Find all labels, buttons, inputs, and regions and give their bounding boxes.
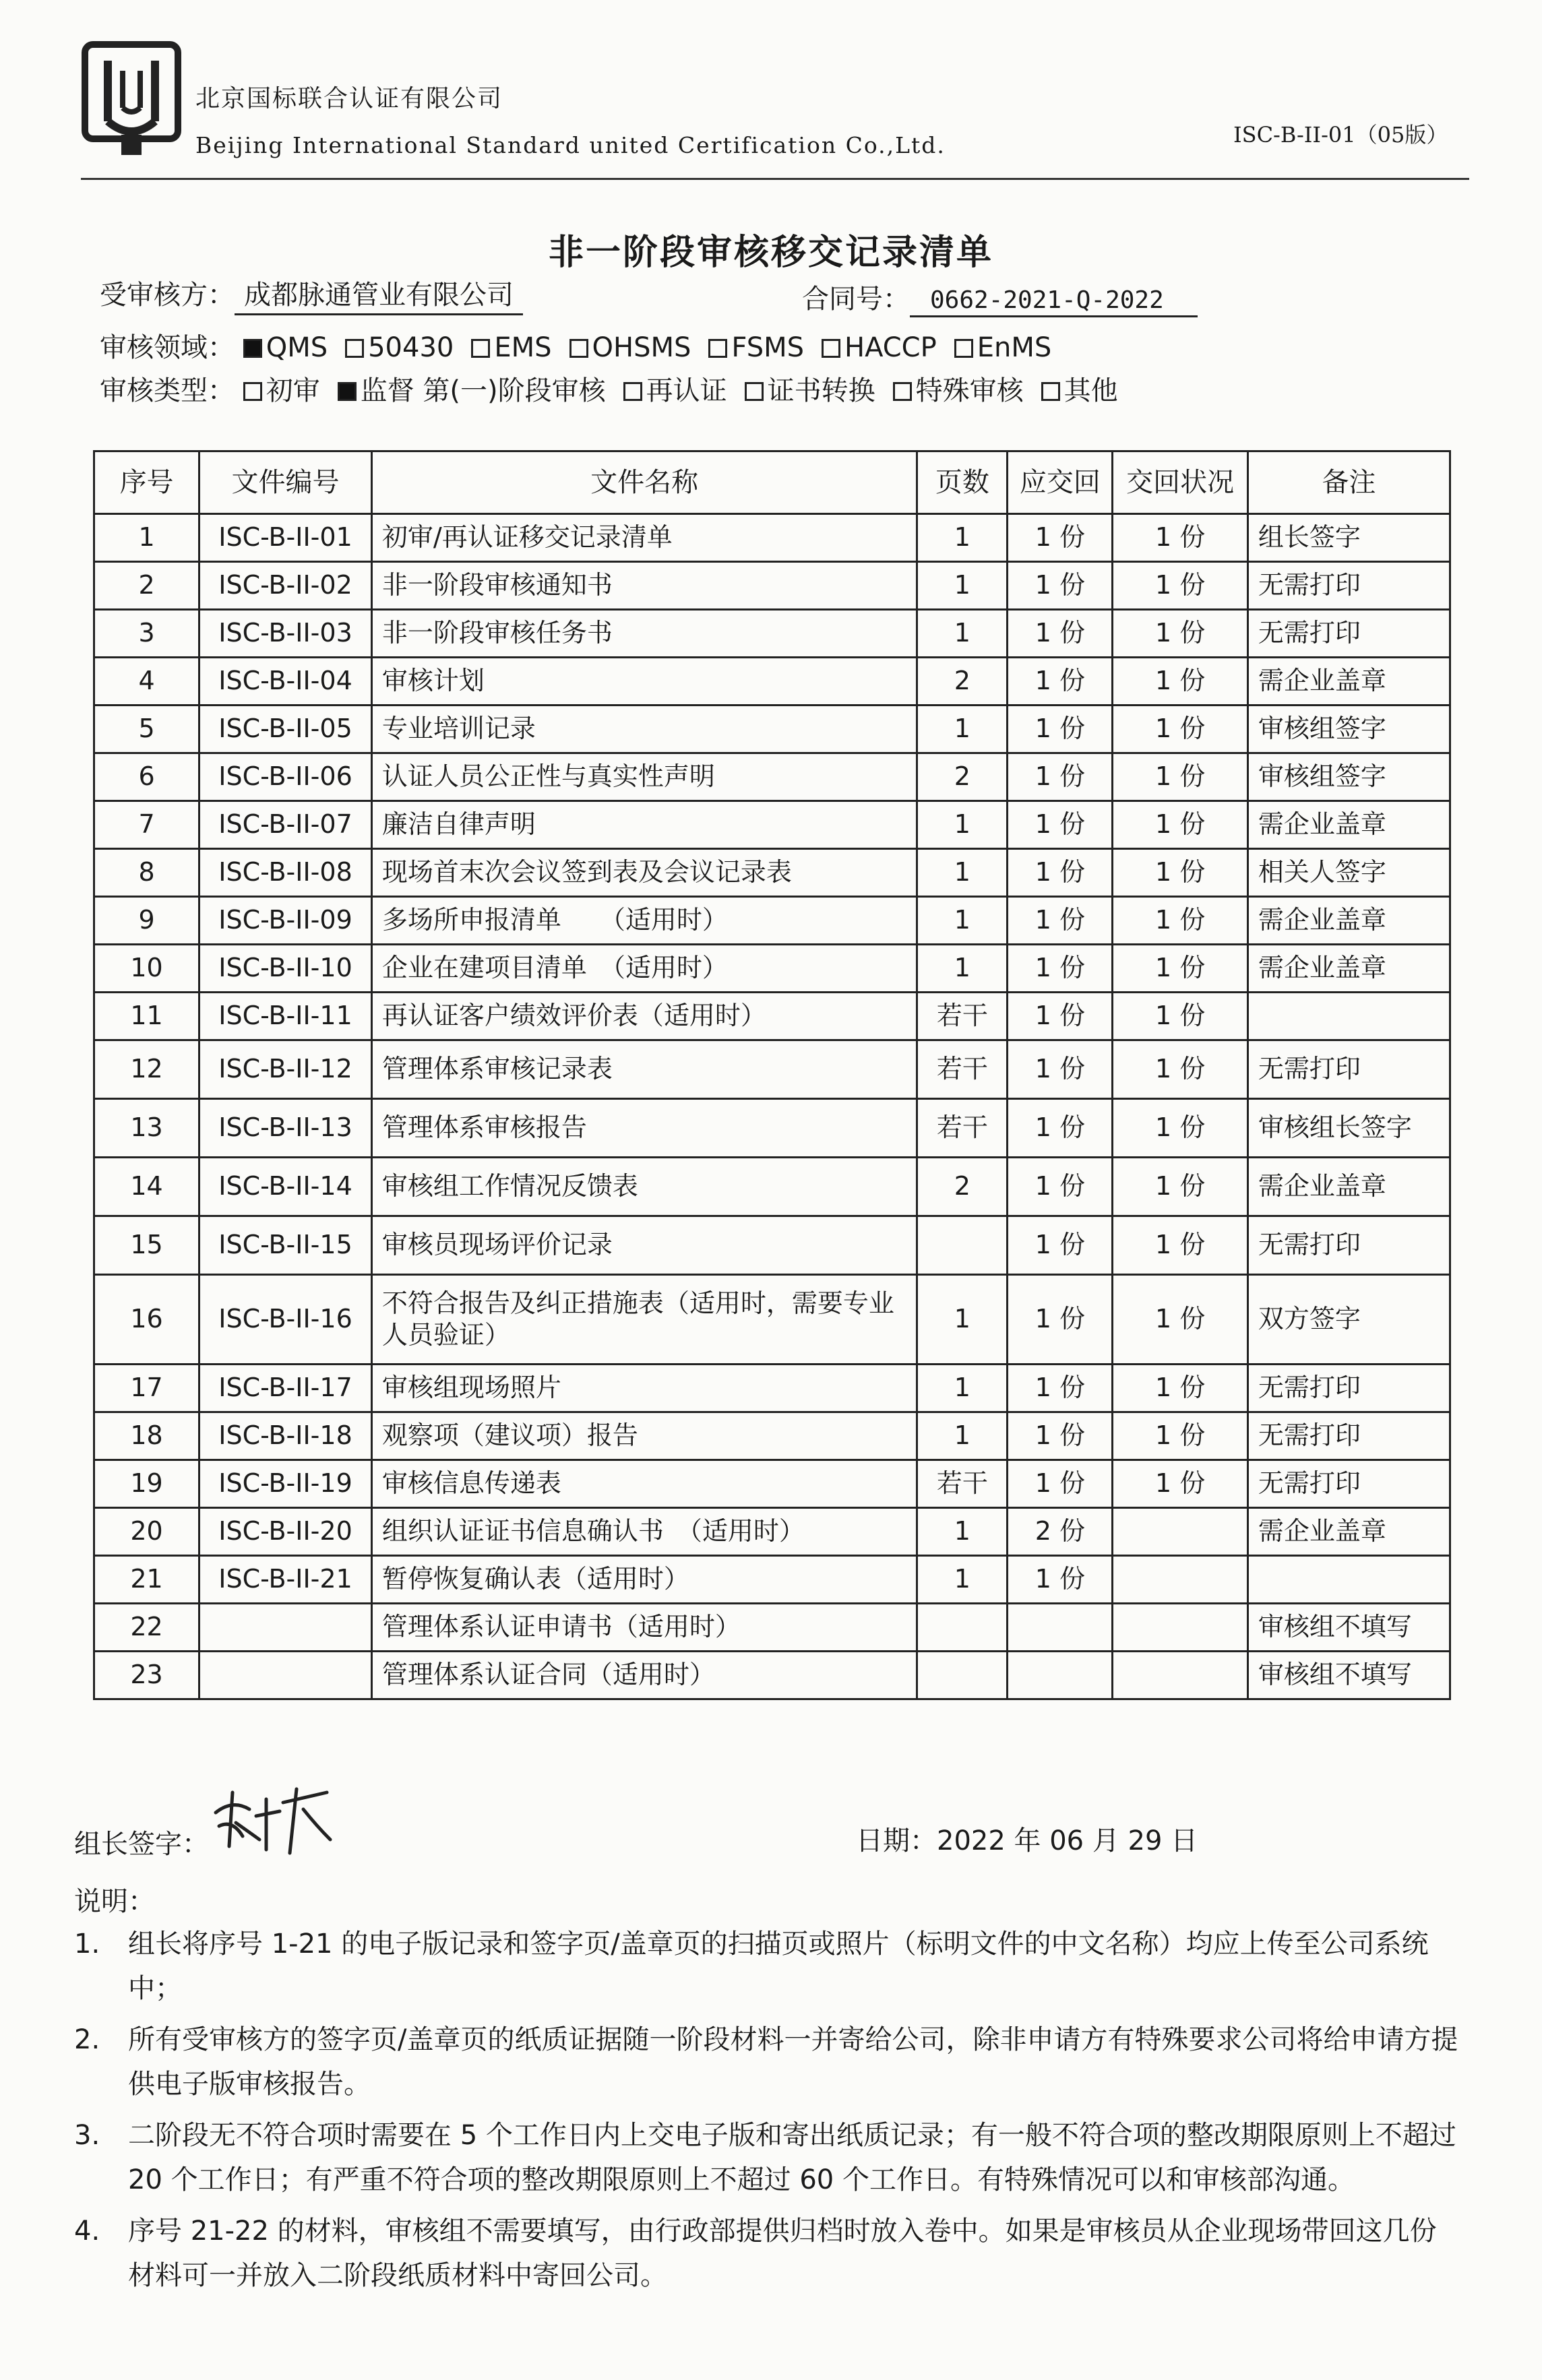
cell-note: 需企业盖章 [1247,1508,1450,1556]
table-row [94,658,1450,706]
cell-file-name: 认证人员公正性与真实性声明 [371,753,917,801]
cell-seq: 3 [94,610,199,658]
table-row [94,1412,1450,1460]
audit-type-row [100,369,1136,408]
cell-seq: 20 [94,1508,199,1556]
cell-returned: 1 份 [1113,1216,1247,1275]
contract-value: 0662-2021-Q-2022 [910,286,1198,317]
audit-type-option [745,369,875,408]
cell-file-name: 组织认证证书信息确认书 （适用时） [371,1508,917,1556]
table-row [94,1216,1450,1275]
cell-due: 1 份 [1008,1365,1113,1412]
company-name-en: Beijing International Standard united Certification Co.,Ltd. [195,132,946,158]
checkbox-icon [708,339,727,358]
note-item [74,2209,1462,2298]
audit-type-option-label: 再认证 [646,375,727,406]
cell-file-name: 审核组工作情况反馈表 [371,1158,917,1216]
cell-file-name: 审核组现场照片 [371,1365,917,1412]
cell-pages: 1 [917,1556,1008,1604]
cell-pages: 1 [917,849,1008,897]
cell-due: 1 份 [1008,1275,1113,1365]
checkbox-icon [893,382,912,401]
cell-file-name: 管理体系审核报告 [371,1099,917,1158]
audit-type-option-label: 其他 [1063,375,1118,406]
table-row [94,1040,1450,1099]
cell-file-code: ISC-B-II-21 [199,1556,372,1604]
cell-returned: 1 份 [1113,658,1247,706]
cell-file-name: 管理体系认证申请书（适用时） [371,1604,917,1652]
audit-field-option [345,332,454,363]
audit-field-options [243,332,1070,363]
cell-seq: 22 [94,1604,199,1652]
auditee-label: 受审核方： [100,280,235,311]
table-row [94,945,1450,993]
cell-file-code: ISC-B-II-20 [199,1508,372,1556]
checkbox-icon [822,339,840,358]
cell-returned: 1 份 [1113,945,1247,993]
table-row [94,993,1450,1040]
cell-due: 2 份 [1008,1508,1113,1556]
cell-due: 1 份 [1008,945,1113,993]
document-title: 非一阶段审核移交记录清单 [548,232,993,273]
audit-type-options [243,375,1136,406]
column-header: 序号 [94,451,199,514]
table-row [94,897,1450,945]
cell-note: 无需打印 [1247,1216,1450,1275]
cell-due: 1 份 [1008,1216,1113,1275]
cell-due: 1 份 [1008,1099,1113,1158]
company-logo [81,40,182,162]
cell-file-code: ISC-B-II-01 [199,514,372,562]
leader-signature-label: 组长签字： [74,1829,209,1860]
cell-pages: 1 [917,562,1008,610]
cell-seq: 9 [94,897,199,945]
audit-field-option [822,332,937,363]
cell-note: 无需打印 [1247,1365,1450,1412]
cell-seq: 7 [94,801,199,849]
cell-due: 1 份 [1008,658,1113,706]
cell-note: 无需打印 [1247,1040,1450,1099]
cell-seq: 15 [94,1216,199,1275]
table-row [94,706,1450,753]
cell-pages: 1 [917,897,1008,945]
cell-note: 审核组签字 [1247,706,1450,753]
cell-seq: 6 [94,753,199,801]
audit-field-option [243,332,328,363]
cell-file-code: ISC-B-II-04 [199,658,372,706]
note-item [74,1922,1462,2011]
cell-pages [917,1652,1008,1699]
cell-file-code: ISC-B-II-05 [199,706,372,753]
cell-file-code: ISC-B-II-06 [199,753,372,801]
cell-returned [1113,1508,1247,1556]
cell-seq: 10 [94,945,199,993]
cell-returned: 1 份 [1113,562,1247,610]
table-row [94,514,1450,562]
audit-field-option [708,332,804,363]
cell-note: 无需打印 [1247,1460,1450,1508]
audit-field-option-label: QMS [266,332,328,363]
cell-returned: 1 份 [1113,753,1247,801]
audit-field-option-label: OHSMS [592,332,691,363]
cell-returned: 1 份 [1113,706,1247,753]
audit-field-option-label: FSMS [731,332,805,363]
checkbox-icon [745,382,764,401]
cell-due: 1 份 [1008,753,1113,801]
cell-seq: 21 [94,1556,199,1604]
auditee-value: 成都脉通管业有限公司 [235,274,523,315]
cell-returned: 1 份 [1113,1275,1247,1365]
checkbox-icon [243,382,262,401]
cell-returned: 1 份 [1113,1460,1247,1508]
audit-type-option-label: 初审 [266,375,320,406]
cell-file-name: 审核员现场评价记录 [371,1216,917,1275]
checkbox-icon [243,339,262,358]
cell-note: 需企业盖章 [1247,945,1450,993]
cell-pages: 1 [917,706,1008,753]
table-row [94,801,1450,849]
cell-pages: 2 [917,658,1008,706]
cell-pages: 1 [917,945,1008,993]
table-row [94,1158,1450,1216]
cell-note: 组长签字 [1247,514,1450,562]
cell-seq: 11 [94,993,199,1040]
cell-note: 无需打印 [1247,610,1450,658]
checkbox-icon [623,382,642,401]
table-row [94,610,1450,658]
table-body [94,514,1450,1699]
column-header: 应交回 [1008,451,1113,514]
cell-returned [1113,1556,1247,1604]
auditee-row [100,274,523,315]
cell-returned: 1 份 [1113,1040,1247,1099]
cell-note [1247,993,1450,1040]
cell-file-name: 再认证客户绩效评价表（适用时） [371,993,917,1040]
audit-field-option-label: EMS [494,332,552,363]
cell-file-name: 廉洁自律声明 [371,801,917,849]
checkbox-icon [345,339,364,358]
cell-due: 1 份 [1008,610,1113,658]
cell-file-name: 企业在建项目清单 （适用时） [371,945,917,993]
note-item [74,2113,1462,2202]
cell-returned: 1 份 [1113,514,1247,562]
cell-due: 1 份 [1008,1158,1113,1216]
cell-seq: 23 [94,1652,199,1699]
cell-pages [917,1604,1008,1652]
cell-returned: 1 份 [1113,1099,1247,1158]
audit-type-option [1041,369,1118,408]
cell-due [1008,1604,1113,1652]
cell-file-code: ISC-B-II-17 [199,1365,372,1412]
cell-returned: 1 份 [1113,801,1247,849]
cell-file-name: 审核信息传递表 [371,1460,917,1508]
cell-file-name: 多场所申报清单 （适用时） [371,897,917,945]
column-header: 备注 [1247,451,1450,514]
cell-pages: 2 [917,753,1008,801]
cell-file-name: 非一阶段审核任务书 [371,610,917,658]
cell-pages: 若干 [917,1460,1008,1508]
cell-returned: 1 份 [1113,1158,1247,1216]
contract-label: 合同号： [802,284,910,315]
cell-due: 1 份 [1008,993,1113,1040]
cell-file-code: ISC-B-II-18 [199,1412,372,1460]
cell-seq: 19 [94,1460,199,1508]
cell-file-code: ISC-B-II-03 [199,610,372,658]
table-row [94,1099,1450,1158]
column-header: 文件名称 [371,451,917,514]
cell-pages: 若干 [917,993,1008,1040]
audit-field-option-label: EnMS [977,332,1052,363]
cell-pages: 1 [917,1508,1008,1556]
table-row [94,1460,1450,1508]
cell-file-code: ISC-B-II-11 [199,993,372,1040]
cell-returned: 1 份 [1113,610,1247,658]
note-number: 4. [74,2216,100,2247]
cell-note: 相关人签字 [1247,849,1450,897]
cell-file-name: 现场首末次会议签到表及会议记录表 [371,849,917,897]
cell-file-name: 非一阶段审核通知书 [371,562,917,610]
cell-due: 1 份 [1008,706,1113,753]
column-header: 交回状况 [1113,451,1247,514]
table-row [94,562,1450,610]
notes-title: 说明： [74,1886,155,1917]
cell-due: 1 份 [1008,1040,1113,1099]
table-row [94,753,1450,801]
cell-pages: 若干 [917,1040,1008,1099]
cell-returned: 1 份 [1113,1412,1247,1460]
cell-file-code: ISC-B-II-08 [199,849,372,897]
cell-file-name: 管理体系审核记录表 [371,1040,917,1099]
cell-due: 1 份 [1008,1460,1113,1508]
cell-file-name: 不符合报告及纠正措施表（适用时，需要专业人员验证） [371,1275,917,1365]
audit-type-option [243,369,320,408]
cell-note: 无需打印 [1247,562,1450,610]
header-divider [81,178,1469,180]
cell-returned: 1 份 [1113,849,1247,897]
notes-list [74,1922,1462,2305]
cell-file-code: ISC-B-II-16 [199,1275,372,1365]
cell-due: 1 份 [1008,514,1113,562]
cell-due: 1 份 [1008,897,1113,945]
table-row [94,1604,1450,1652]
cell-seq: 17 [94,1365,199,1412]
cell-file-name: 管理体系认证合同（适用时） [371,1652,917,1699]
audit-type-option-label: 监督 第(一)阶段审核 [360,375,606,406]
cell-file-code: ISC-B-II-07 [199,801,372,849]
cell-seq: 14 [94,1158,199,1216]
cell-note: 需企业盖章 [1247,801,1450,849]
cell-file-code: ISC-B-II-13 [199,1099,372,1158]
cell-file-code: ISC-B-II-09 [199,897,372,945]
note-number: 1. [74,1929,100,1960]
signature-date: 日期：2022 年 06 月 29 日 [856,1825,1198,1856]
audit-field-label: 审核领域： [100,332,235,363]
note-number: 3. [74,2120,100,2151]
cell-due: 1 份 [1008,801,1113,849]
audit-field-option-label: HACCP [844,332,937,363]
note-text: 序号 21-22 的材料，审核组不需要填写，由行政部提供归档时放入卷中。如果是审核员从企业现场带回这几份材料可一并放入二阶段纸质材料中寄回公司。 [128,2216,1437,2291]
cell-pages: 1 [917,1412,1008,1460]
cell-note: 需企业盖章 [1247,1158,1450,1216]
audit-field-option-label: 50430 [368,332,454,363]
form-code: ISC-B-II-01（05版） [1233,122,1448,148]
cell-file-code: ISC-B-II-12 [199,1040,372,1099]
checkbox-icon [954,339,973,358]
cell-file-code [199,1652,372,1699]
table-row [94,1275,1450,1365]
company-name-cn: 北京国标联合认证有限公司 [195,85,503,113]
checkbox-icon [569,339,588,358]
cell-seq: 1 [94,514,199,562]
contract-row [802,278,1198,317]
note-text: 二阶段无不符合项时需要在 5 个工作日内上交电子版和寄出纸质记录；有一般不符合项的整改期限原则上不超过 20 个工作日；有严重不符合项的整改期限原则上不超过 60 个工作日。有特殊情况可以和审核部沟通。 [128,2120,1456,2195]
cell-pages: 1 [917,610,1008,658]
cell-note: 双方签字 [1247,1275,1450,1365]
cell-due [1008,1652,1113,1699]
cell-pages: 1 [917,1365,1008,1412]
cell-note: 无需打印 [1247,1412,1450,1460]
cell-file-code: ISC-B-II-19 [199,1460,372,1508]
cell-pages: 1 [917,1275,1008,1365]
cell-seq: 8 [94,849,199,897]
cell-pages [917,1216,1008,1275]
table-row [94,849,1450,897]
cell-note: 审核组长签字 [1247,1099,1450,1158]
transfer-record-table [93,450,1451,1700]
audit-type-option-label: 证书转换 [767,375,875,406]
cell-returned: 1 份 [1113,897,1247,945]
cell-pages: 若干 [917,1099,1008,1158]
cell-file-code: ISC-B-II-15 [199,1216,372,1275]
audit-type-option [623,369,727,408]
cell-returned [1113,1652,1247,1699]
audit-field-option [569,332,691,363]
cell-due: 1 份 [1008,1412,1113,1460]
checkbox-icon [1041,382,1060,401]
table-row [94,1508,1450,1556]
cell-file-code: ISC-B-II-10 [199,945,372,993]
cell-file-name: 观察项（建议项）报告 [371,1412,917,1460]
cell-file-code: ISC-B-II-02 [199,562,372,610]
checkbox-icon [471,339,490,358]
note-item [74,2017,1462,2106]
cell-note: 需企业盖章 [1247,897,1450,945]
cell-file-name: 专业培训记录 [371,706,917,753]
table-header-row [94,451,1450,514]
audit-field-option [954,332,1052,363]
audit-type-label: 审核类型： [100,375,235,406]
cell-note [1247,1556,1450,1604]
checkbox-icon [338,382,357,401]
cell-file-code: ISC-B-II-14 [199,1158,372,1216]
audit-type-option-label: 特殊审核 [915,375,1024,406]
cell-note: 审核组签字 [1247,753,1450,801]
cell-seq: 16 [94,1275,199,1365]
cell-due: 1 份 [1008,1556,1113,1604]
cell-note: 审核组不填写 [1247,1604,1450,1652]
cell-returned: 1 份 [1113,993,1247,1040]
cell-due: 1 份 [1008,562,1113,610]
cell-returned [1113,1604,1247,1652]
cell-pages: 1 [917,801,1008,849]
cell-file-code [199,1604,372,1652]
cell-seq: 13 [94,1099,199,1158]
cell-note: 审核组不填写 [1247,1652,1450,1699]
column-header: 文件编号 [199,451,372,514]
cell-pages: 1 [917,514,1008,562]
column-header: 页数 [917,451,1008,514]
cell-seq: 2 [94,562,199,610]
note-number: 2. [74,2024,100,2055]
handwritten-signature [202,1772,337,1860]
table-row [94,1556,1450,1604]
audit-type-option [893,369,1024,408]
cell-seq: 18 [94,1412,199,1460]
note-text: 组长将序号 1-21 的电子版记录和签字页/盖章页的扫描页或照片（标明文件的中文名称）均应上传至公司系统中； [128,1929,1429,2004]
cell-returned: 1 份 [1113,1365,1247,1412]
audit-type-option [338,369,606,408]
table-row [94,1365,1450,1412]
cell-seq: 4 [94,658,199,706]
cell-due: 1 份 [1008,849,1113,897]
cell-note: 需企业盖章 [1247,658,1450,706]
cell-file-name: 暂停恢复确认表（适用时） [371,1556,917,1604]
note-text: 所有受审核方的签字页/盖章页的纸质证据随一阶段材料一并寄给公司，除非申请方有特殊要求公司将给申请方提供电子版审核报告。 [128,2024,1458,2100]
cell-file-name: 初审/再认证移交记录清单 [371,514,917,562]
audit-field-row [100,326,1069,365]
table-row [94,1652,1450,1699]
cell-file-name: 审核计划 [371,658,917,706]
cell-pages: 2 [917,1158,1008,1216]
cell-seq: 12 [94,1040,199,1099]
cell-seq: 5 [94,706,199,753]
audit-field-option [471,332,551,363]
